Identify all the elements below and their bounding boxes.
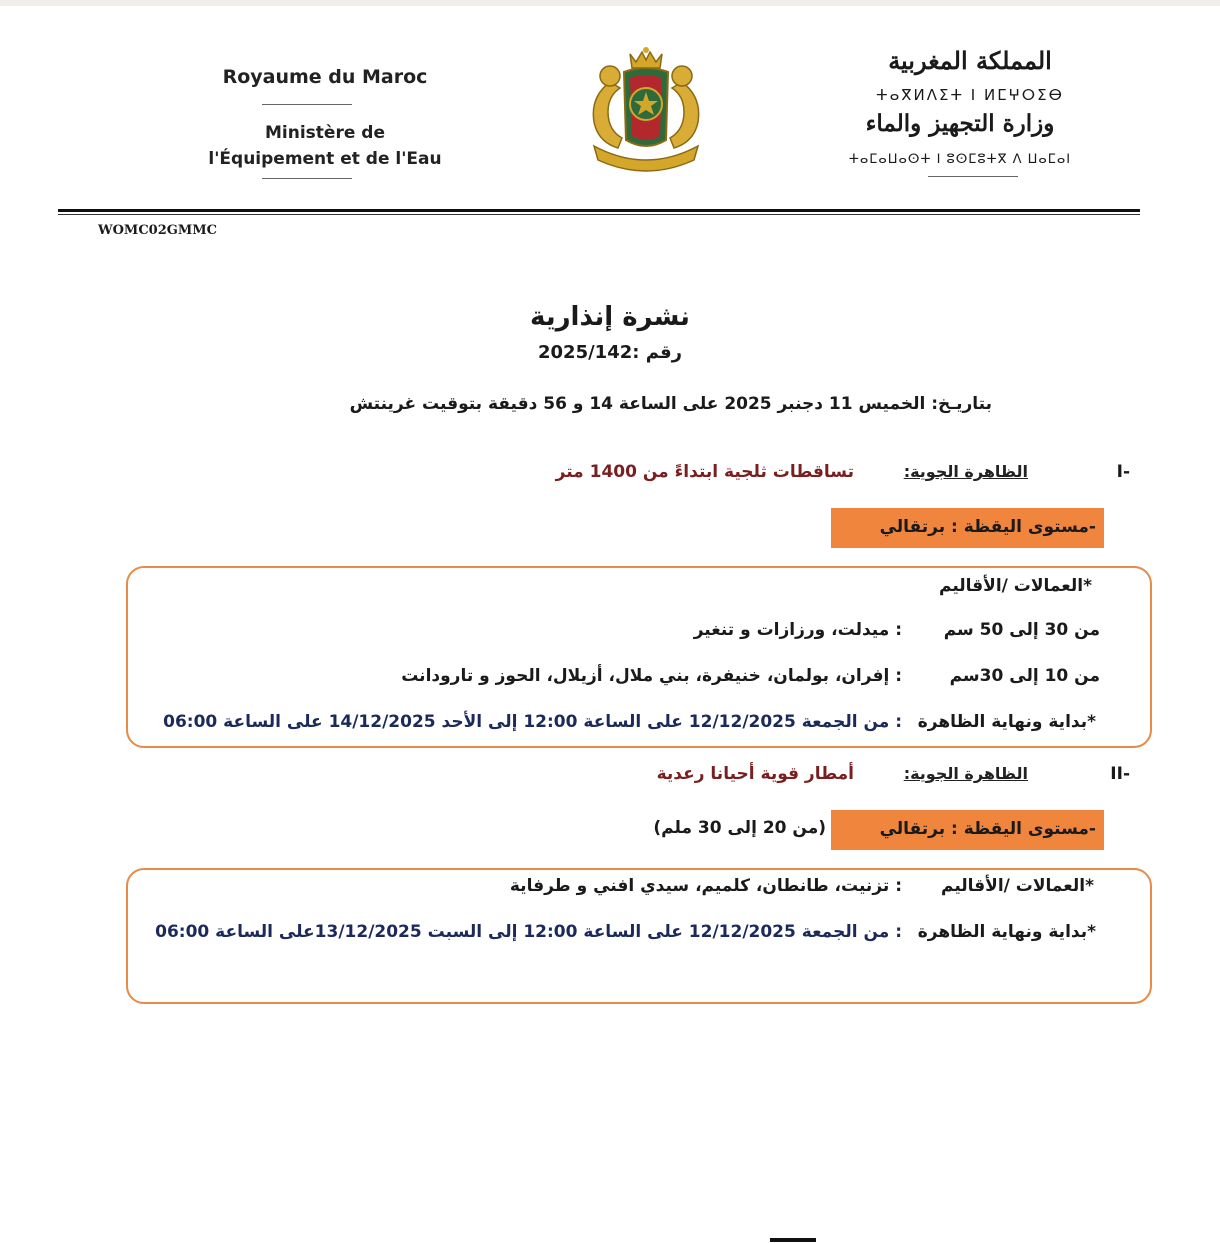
ar-ministry-name: وزارة التجهيز والماء bbox=[865, 110, 1055, 137]
section-1-alert-level: -مستوى اليقظة : برتقالي bbox=[879, 517, 1096, 537]
section-2-phenomenon-value: أمطار قوية أحيانا رعدية bbox=[656, 764, 854, 784]
tifinagh-kingdom-title: ⵜⴰⴳⵍⴷⵉⵜ ⵏ ⵍⵎⵖⵔⵉⴱ bbox=[876, 86, 1064, 104]
document-code: WOMC02GMMC bbox=[98, 223, 217, 238]
section-2-phenomenon-label: الظاهرة الجوية: bbox=[903, 764, 1028, 783]
bulletin-number: رقم :2025/142 bbox=[538, 342, 682, 363]
coat-of-arms-emblem bbox=[580, 42, 712, 174]
fr-ministry-line2: l'Équipement et de l'Eau bbox=[208, 149, 442, 169]
fr-kingdom-title: Royaume du Maroc bbox=[222, 66, 428, 88]
bulletin-date: بتاريـخ: الخميس 11 دجنبر 2025 على الساعة 14 و 56 دقيقة بتوقيت غرينتش bbox=[349, 394, 992, 414]
section-2-alert-level: -مستوى اليقظة : برتقالي bbox=[879, 819, 1096, 839]
header-rule-thin bbox=[58, 214, 1140, 215]
fr-divider-2 bbox=[262, 178, 352, 179]
ar-divider bbox=[928, 176, 1018, 177]
section-1-alert-bar bbox=[831, 508, 1104, 548]
bulletin-title: نشرة إنذارية bbox=[530, 302, 690, 332]
section-2-provinces-label: *العمالات /الأقاليم bbox=[941, 876, 1094, 896]
section-1-period-label: *بداية ونهاية الظاهرة bbox=[917, 712, 1096, 732]
section-2-period-label: *بداية ونهاية الظاهرة bbox=[917, 922, 1096, 942]
tifinagh-ministry-name: ⵜⴰⵎⴰⵡⴰⵙⵜ ⵏ ⵓⵙⵎⵓⵜⴳ ⴷ ⵡⴰⵎⴰⵏ bbox=[848, 152, 1072, 167]
section-1-row1-range: من 30 إلى 50 سم bbox=[943, 620, 1100, 640]
ar-kingdom-title: المملكة المغربية bbox=[888, 46, 1052, 75]
section-1-phenomenon-value: تساقطات ثلجية ابتداءً من 1400 متر bbox=[555, 462, 854, 482]
fr-ministry-line1: Ministère de bbox=[265, 123, 385, 143]
section-1-row1-places: : ميدلت، ورزازات و تنغير bbox=[693, 620, 902, 640]
section-1-provinces-header: *العمالات /الأقاليم bbox=[939, 576, 1092, 596]
section-2-alert-bar bbox=[831, 810, 1104, 850]
section-1-number: -I bbox=[1116, 462, 1130, 482]
section-1-period-value: : من الجمعة 12/12/2025 على الساعة 12:00 إلى الأحد 14/12/2025 على الساعة 06:00 bbox=[163, 712, 902, 732]
section-1-phenomenon-label: الظاهرة الجوية: bbox=[903, 462, 1028, 481]
section-2-period-value: : من الجمعة 12/12/2025 على الساعة 12:00 إلى السبت 13/12/2025على الساعة 06:00 bbox=[155, 922, 902, 942]
section-2-amount: (من 20 إلى 30 ملم) bbox=[653, 818, 826, 838]
section-1-row2-places: : إفران، بولمان، خنيفرة، بني ملال، أزيلال، الحوز و تارودانت bbox=[401, 666, 902, 686]
fr-divider-1 bbox=[262, 104, 352, 105]
section-2-provinces-value: : تزنيت، طانطان، كلميم، سيدي افني و طرفاية bbox=[509, 876, 902, 896]
top-band bbox=[0, 0, 1220, 6]
fr-ministry-name bbox=[160, 120, 490, 172]
section-1-row2-range: من 10 إلى 30سم bbox=[949, 666, 1100, 686]
section-2-number: -II bbox=[1110, 764, 1130, 784]
header-rule-thick bbox=[58, 209, 1140, 212]
page-bottom-mark bbox=[770, 1238, 816, 1242]
